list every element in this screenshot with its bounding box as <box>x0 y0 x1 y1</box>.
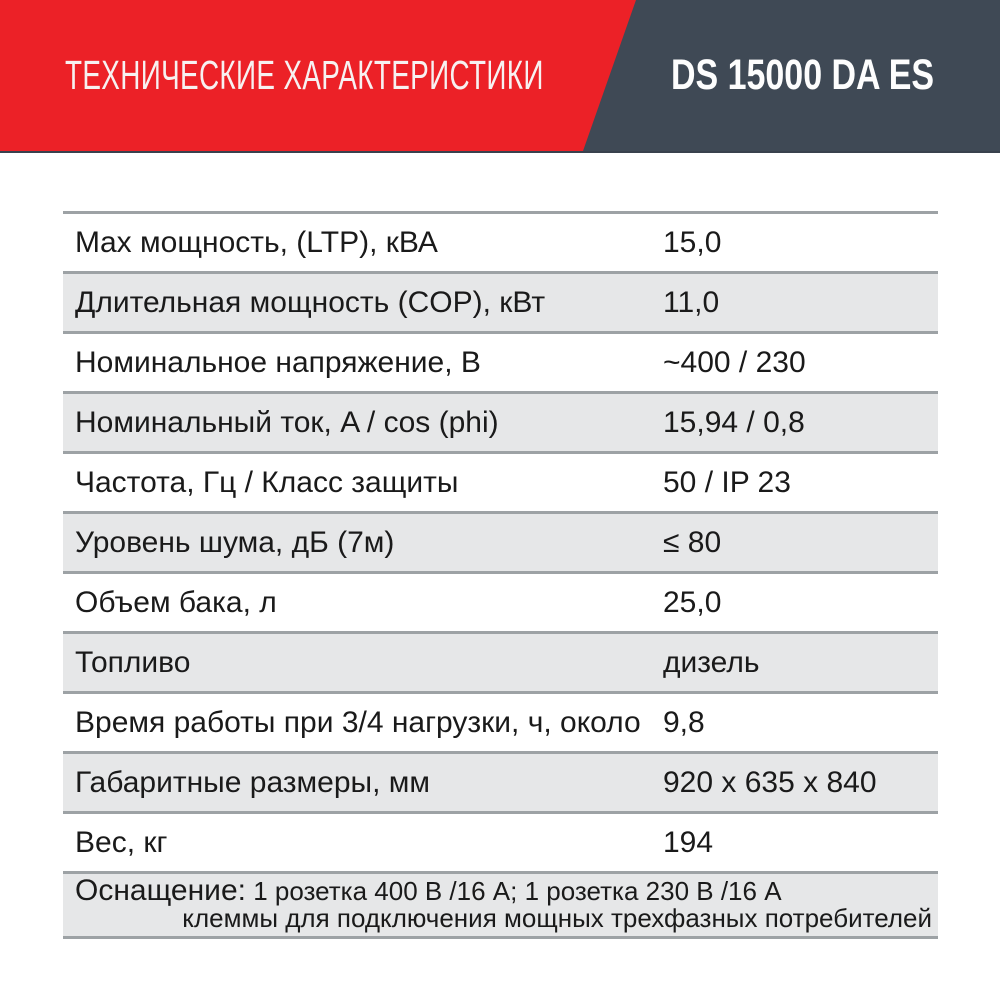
spec-value: 15,0 <box>663 225 722 259</box>
equipment-line1 <box>63 874 938 907</box>
spec-value: 15,94 / 0,8 <box>663 405 805 439</box>
table-row <box>63 334 938 394</box>
spec-label: Частота, Гц / Класс защиты <box>75 465 459 499</box>
spec-label: Уровень шума, дБ (7м) <box>75 525 395 559</box>
equipment-prefix: Оснащение: <box>75 874 246 907</box>
table-row <box>63 274 938 334</box>
equipment-row <box>63 874 938 939</box>
spec-label: Длительная мощность (COP), кВт <box>75 285 546 319</box>
spec-value: ≤ 80 <box>663 525 722 559</box>
model-badge: DS 15000 DA ES <box>671 51 935 100</box>
spec-value: 25,0 <box>663 585 722 619</box>
spec-label: Объем бака, л <box>75 585 277 619</box>
spec-label: Номинальное напряжение, В <box>75 345 481 379</box>
table-row <box>63 574 938 634</box>
spec-value: ~400 / 230 <box>663 345 806 379</box>
equipment-line2: клеммы для подключения мощных трехфазных потребителей <box>182 903 932 933</box>
spec-label: Вес, кг <box>75 825 168 859</box>
spec-label: Топливо <box>75 645 191 679</box>
spec-table <box>63 211 938 939</box>
table-row <box>63 514 938 574</box>
spec-value: 50 / IP 23 <box>663 465 791 499</box>
table-row <box>63 394 938 454</box>
table-row <box>63 454 938 514</box>
table-row <box>63 694 938 754</box>
spec-value: 194 <box>663 825 714 859</box>
table-row <box>63 634 938 694</box>
spec-value: 11,0 <box>663 285 720 319</box>
equipment-sockets: 1 розетка 400 В /16 А; 1 розетка 230 В /16 А <box>245 876 782 906</box>
spec-label: Габаритные размеры, мм <box>75 765 431 799</box>
brand-banner <box>0 0 1000 153</box>
table-row <box>63 814 938 874</box>
table-row <box>63 214 938 274</box>
table-row <box>63 754 938 814</box>
spec-label: Время работы при 3/4 нагрузки, ч, около <box>75 705 641 739</box>
spec-label: Max мощность, (LTP), кВА <box>75 225 438 259</box>
spec-label: Номинальный ток, A / cos (phi) <box>75 405 499 439</box>
spec-value: 9,8 <box>663 705 705 739</box>
page-title: ТЕХНИЧЕСКИЕ ХАРАКТЕРИСТИКИ <box>65 52 544 99</box>
spec-value: 920 x 635 x 840 <box>663 765 877 799</box>
spec-value: дизель <box>663 645 760 679</box>
